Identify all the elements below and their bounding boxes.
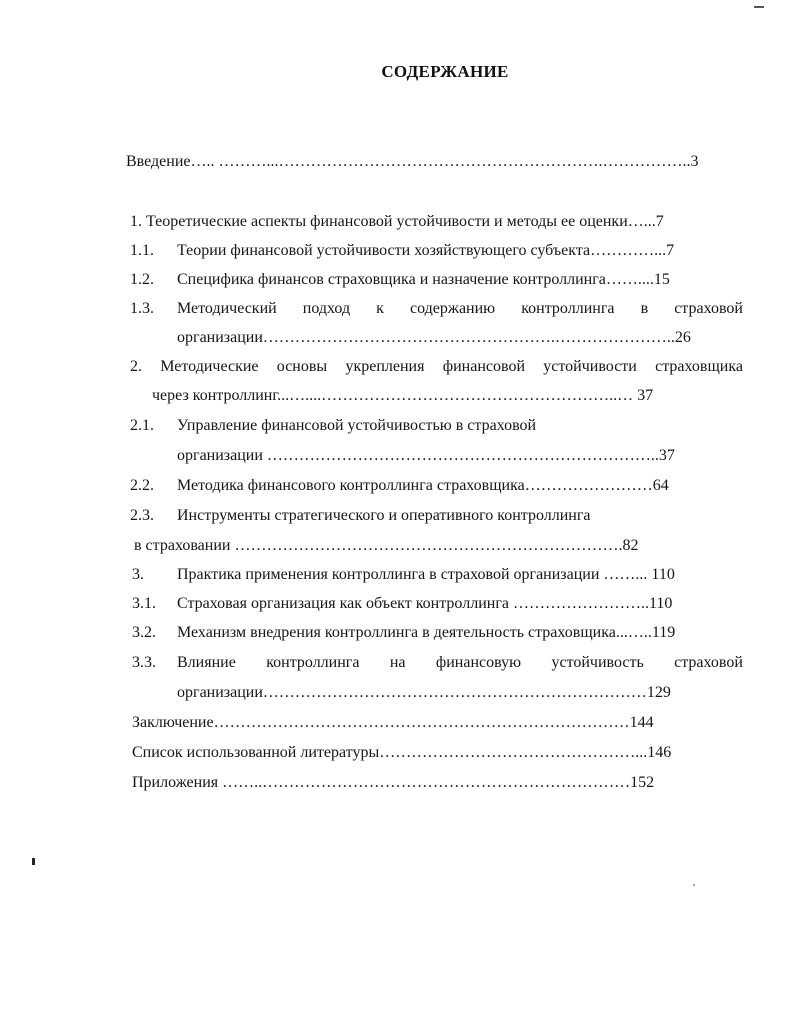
toc-word: содержанию	[410, 300, 496, 317]
toc-entry-text: Приложения ……..……………………………………………………………152	[132, 774, 655, 791]
toc-entry-number: 1.2.	[130, 271, 154, 288]
toc-entry-number: 3.1.	[132, 595, 156, 612]
scan-artifact-mark	[32, 858, 35, 865]
toc-entry-2-1-continuation	[177, 446, 675, 466]
toc-entry-introduction	[126, 152, 699, 172]
toc-entry-text: Страховая организация как объект контроллинга ……………………..110	[177, 595, 673, 612]
toc-word: страховщика	[655, 358, 743, 375]
toc-entry-3-3	[177, 653, 743, 673]
toc-word: устойчивости	[543, 358, 637, 375]
toc-word: подход	[302, 300, 351, 317]
toc-word: в	[640, 300, 649, 317]
toc-entry-text: Методика финансового контроллинга страховщика……………………64	[177, 477, 669, 494]
toc-word: Методический	[177, 300, 277, 317]
scan-artifact-corner	[754, 6, 764, 8]
toc-entry-text: через контроллинг...…....………………………………………………..… 37	[152, 387, 654, 404]
toc-entry-appendix	[132, 773, 654, 793]
toc-entry-1-2	[130, 270, 670, 290]
toc-word: финансовой	[442, 358, 526, 375]
toc-entry-number: 1.3.	[130, 300, 154, 317]
toc-word: 2.	[130, 358, 142, 375]
toc-entry-text: организации………………………………………………………………129	[177, 684, 671, 701]
toc-word: контроллинга	[521, 300, 615, 317]
toc-entry-3-1	[132, 594, 672, 614]
toc-entry-text: Список использованной литературы…………………………………………...146	[132, 744, 672, 761]
toc-entry-1-3-continuation	[177, 328, 691, 348]
toc-entry-2-3-continuation	[134, 536, 638, 556]
toc-entry-number: 2.1.	[130, 417, 154, 434]
toc-word: устойчивость	[551, 654, 644, 671]
page-title: СОДЕРЖАНИЕ	[381, 62, 509, 81]
toc-entry-text: Введение….. ………...…………………………………………………….……………..3	[126, 153, 699, 170]
toc-entry-1-1	[130, 241, 674, 261]
toc-word: основы	[276, 358, 328, 375]
toc-entry-text: Механизм внедрения контроллинга в деятельность страховщика...…..119	[177, 624, 676, 641]
scan-artifact-dot	[693, 884, 695, 886]
toc-word: укрепления	[345, 358, 425, 375]
toc-entry-number: 3.	[132, 566, 144, 583]
toc-word: страховой	[674, 300, 743, 317]
toc-entry-3-2	[132, 623, 675, 643]
toc-entry-number: 3.2.	[132, 624, 156, 641]
toc-entry-chapter-2	[130, 357, 743, 377]
toc-entry-number: 1.1.	[130, 242, 154, 259]
toc-entry-text: организации……………………………………………….…………………..26	[177, 329, 691, 346]
toc-entry-3-3-number	[132, 653, 156, 673]
toc-entry-conclusion	[132, 713, 654, 733]
toc-entry-text: Практика применения контроллинга в страховой организации ……... 110	[177, 566, 675, 583]
toc-entry-text: 1. Теоретические аспекты финансовой устойчивости и методы ее оценки…...7	[130, 213, 664, 230]
toc-entry-2-3	[130, 506, 591, 526]
toc-entry-1-3-number	[130, 299, 154, 319]
toc-entry-text: Управление финансовой устойчивостью в страховой	[177, 417, 537, 434]
toc-word: на	[389, 654, 406, 671]
toc-entry-chapter-3	[132, 565, 675, 585]
toc-entry-text: Инструменты стратегического и оперативного контроллинга	[177, 507, 591, 524]
toc-entry-text: Теории финансовой устойчивости хозяйствующего субъекта…………...7	[177, 242, 675, 259]
toc-word: контроллинга	[266, 654, 360, 671]
toc-word: финансовую	[435, 654, 522, 671]
toc-entry-2-1	[130, 416, 536, 436]
toc-entry-number: 2.3.	[130, 507, 154, 524]
toc-entry-chapter-1	[130, 212, 664, 232]
toc-entry-literature	[132, 743, 671, 763]
toc-word: страховой	[674, 654, 743, 671]
toc-entry-number: 2.2.	[130, 477, 154, 494]
toc-word: Влияние	[177, 654, 236, 671]
toc-entry-text: организации ………………………………………………………………..37	[177, 447, 675, 464]
toc-entry-number: 3.3.	[132, 654, 156, 671]
toc-entry-1-3	[177, 299, 743, 319]
toc-entry-chapter-2-continuation	[152, 386, 653, 406]
toc-entry-text: Заключение……………………………………………………………………144	[132, 714, 654, 731]
toc-entry-text: в страховании ……………………………………………………………….82	[134, 537, 639, 554]
toc-entry-2-2	[130, 476, 669, 496]
toc-entry-3-3-continuation	[177, 683, 671, 703]
toc-word: Методические	[160, 358, 259, 375]
toc-word: к	[376, 300, 384, 317]
toc-entry-text: Специфика финансов страховщика и назначение контроллинга……....15	[177, 271, 670, 288]
